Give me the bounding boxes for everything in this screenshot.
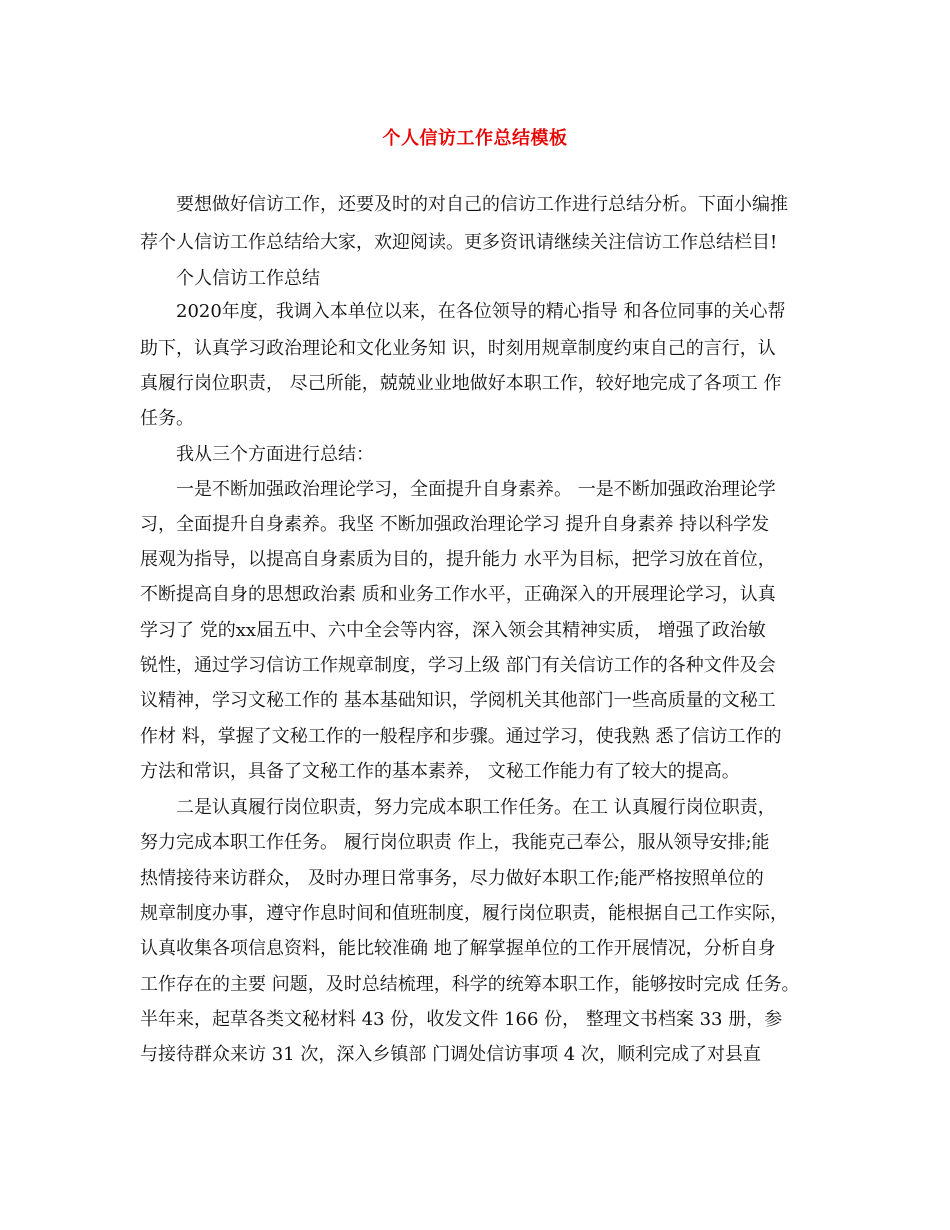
body-line: 要想做好信访工作，还要及时的对自己的信访工作进行总结分析。下面小编推	[176, 194, 788, 215]
body-line: 一是不断加强政治理论学习，全面提升自身素养。 一是不断加强政治理论学	[176, 479, 776, 500]
body-line: 助下，认真学习政治理论和文化业务知 识，时刻用规章制度约束自己的言行，认	[140, 338, 776, 359]
body-line: 半年来，起草各类文秘材料 43 份，收发文件 166 份， 整理文书档案 33 册，参	[140, 1009, 783, 1030]
body-line: 真履行岗位职责， 尽己所能，兢兢业业地做好本职工作，较好地完成了各项工 作	[140, 373, 782, 394]
body-line: 热情接待来访群众， 及时办理日常事务，尽力做好本职工作;能严格按照单位的	[140, 868, 764, 889]
body-line: 认真收集各项信息资料，能比较准确 地了解掌握单位的工作开展情况，分析自身	[140, 938, 776, 959]
document-title: 个人信访工作总结模板	[382, 128, 568, 149]
body-line: 2020年度，我调入本单位以来，在各位领导的精心指导 和各位同事的关心帮	[176, 301, 786, 322]
body-line: 锐性，通过学习信访工作规章制度，学习上级 部门有关信访工作的各种文件及会	[140, 655, 776, 676]
body-line: 方法和常识，具备了文秘工作的基本素养， 文秘工作能力有了较大的提高。	[140, 761, 740, 782]
body-line: 努力完成本职工作任务。 履行岗位职责 作上，我能克己奉公，服从领导安排;能	[140, 832, 770, 853]
body-line: 不断提高自身的思想政治素 质和业务工作水平，正确深入的开展理论学习，认真	[140, 584, 776, 605]
body-line: 个人信访工作总结	[176, 268, 320, 289]
body-line: 学习了 党的xx届五中、六中全会等内容，深入领会其精神实质， 增强了政治敏	[140, 620, 766, 641]
body-line: 展观为指导，以提高自身素质为目的，提升能力 水平为目标，把学习放在首位，	[140, 549, 776, 570]
body-line: 与接待群众来访 31 次，深入乡镇部 门调处信访事项 4 次，顺利完成了对县直	[140, 1044, 761, 1065]
body-line: 规章制度办事，遵守作息时间和值班制度，履行岗位职责，能根据自己工作实际，	[140, 903, 788, 924]
body-line: 作材 料，掌握了文秘工作的一般程序和步骤。通过学习，使我熟 悉了信访工作的	[140, 726, 782, 747]
body-line: 我从三个方面进行总结：	[176, 444, 374, 465]
body-line: 任务。	[140, 408, 194, 429]
body-line: 二是认真履行岗位职责，努力完成本职工作任务。在工 认真履行岗位职责，	[176, 797, 776, 818]
body-line: 荐个人信访工作总结给大家，欢迎阅读。更多资讯请继续关注信访工作总结栏目!	[140, 232, 778, 253]
body-line: 习，全面提升自身素养。我坚 不断加强政治理论学习 提升自身素养 持以科学发	[140, 514, 770, 535]
body-line: 工作存在的主要 问题，及时总结梳理，科学的统筹本职工作，能够按时完成 任务。	[140, 974, 800, 995]
body-line: 议精神，学习文秘工作的 基本基础知识，学阅机关其他部门一些高质量的文秘工	[140, 690, 776, 711]
